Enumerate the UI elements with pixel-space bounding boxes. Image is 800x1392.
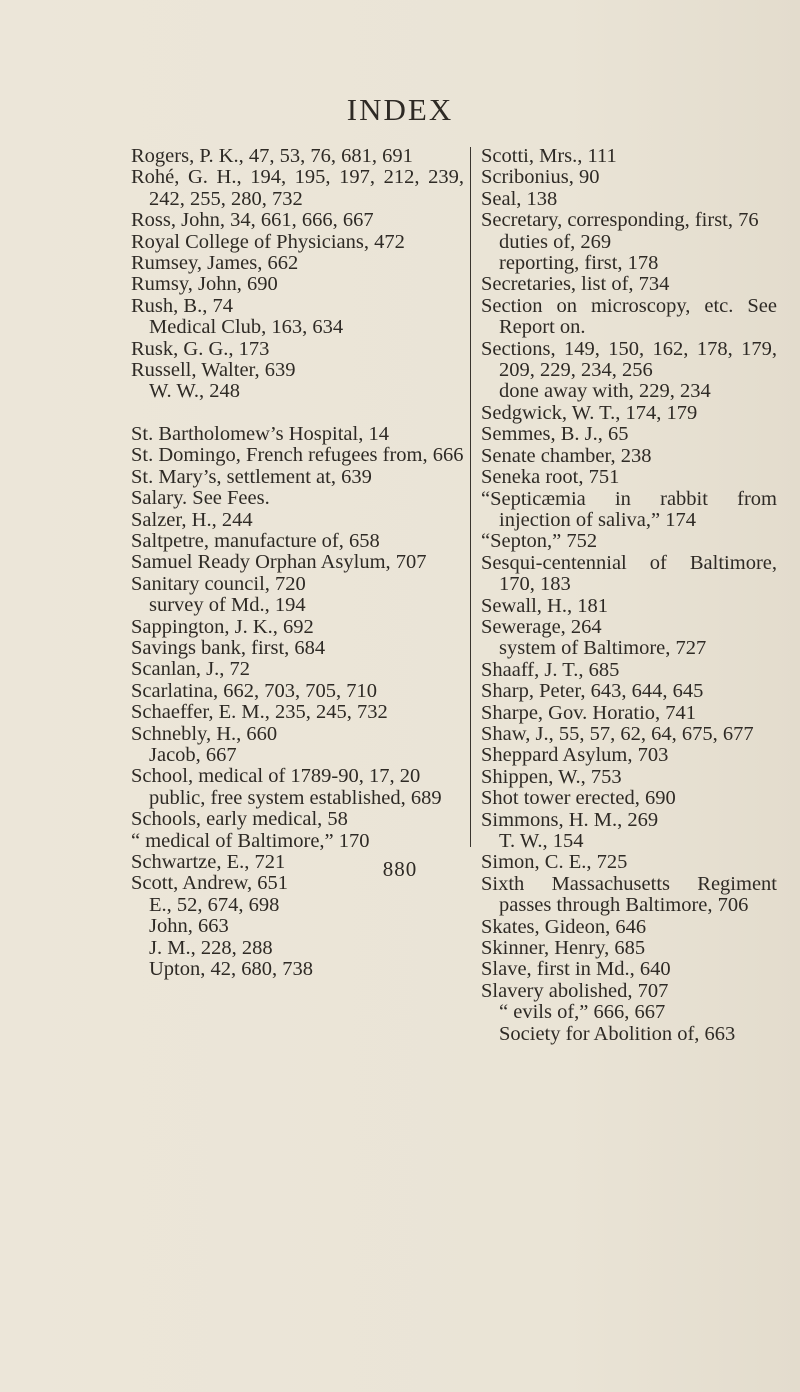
index-entry: Sanitary council, 720 <box>131 572 306 595</box>
index-entry: Section on microscopy, etc. See Report on. <box>481 294 777 339</box>
index-entry: Slave, first in Md., 640 <box>481 958 671 981</box>
index-entry: Shaaff, J. T., 685 <box>481 658 620 681</box>
index-entry: Scanlan, J., 72 <box>131 658 250 681</box>
index-entry: Schaeffer, E. M., 235, 245, 732 <box>131 701 388 724</box>
index-entry: Simmons, H. M., 269 <box>481 808 659 831</box>
index-subentry: Upton, 42, 680, 738 <box>149 958 313 981</box>
index-entry: Shot tower erected, 690 <box>481 787 676 810</box>
index-subentry: survey of Md., 194 <box>149 594 306 617</box>
index-entry: Simon, C. E., 725 <box>481 851 628 874</box>
index-entry: Sixth Massachusetts Regiment passes through Baltimore, 706 <box>481 872 777 917</box>
index-entry: Scribonius, 90 <box>481 166 600 189</box>
index-column-right <box>481 146 777 1045</box>
index-entry: Shaw, J., 55, 57, 62, 64, 675, 677 <box>481 722 754 745</box>
index-entry: Schools, early medical, 58 <box>131 808 348 831</box>
index-entry: Rusk, G. G., 173 <box>131 337 270 360</box>
index-entry: Rohé, G. H., 194, 195, 197, 212, 239, 242, 255, 280, 732 <box>131 166 464 210</box>
index-entry: Scarlatina, 662, 703, 705, 710 <box>131 679 377 702</box>
page-number: 880 <box>382 857 418 881</box>
index-entry: Semmes, B. J., 65 <box>481 423 629 446</box>
index-subentry: Medical Club, 163, 634 <box>149 316 344 339</box>
index-entry: “Septicæmia in rabbit from injection of saliva,” 174 <box>481 487 777 531</box>
index-entry: Rumsy, John, 690 <box>131 273 278 296</box>
index-entry: School, medical of 1789-90, 17, 20 <box>131 765 421 788</box>
index-entry: Schwartze, E., 721 <box>131 851 286 873</box>
index-entry: Schnebly, H., 660 <box>131 722 278 745</box>
index-subentry: E., 52, 674, 698 <box>149 893 280 916</box>
index-entry: Rush, B., 74 <box>131 294 233 317</box>
index-entry: Rumsey, James, 662 <box>131 252 299 275</box>
index-entry: Skinner, Henry, 685 <box>481 937 646 960</box>
index-entry: Royal College of Physicians, 472 <box>131 230 405 253</box>
index-subentry: public, free system established, 689 <box>149 786 442 809</box>
index-entry: Secretary, corresponding, first, 76 <box>481 209 759 232</box>
index-entry: Sesqui-centennial of Baltimore, 170, 183 <box>481 551 777 596</box>
index-entry: “Septon,” 752 <box>481 530 598 553</box>
index-subentry: reporting, first, 178 <box>499 252 659 275</box>
index-subentry: John, 663 <box>149 915 229 938</box>
index-entry: “ medical of Baltimore,” 170 <box>131 829 370 852</box>
index-entry: Sharpe, Gov. Horatio, 741 <box>481 701 697 724</box>
index-subentry: Jacob, 667 <box>149 743 237 766</box>
index-entry: Shippen, W., 753 <box>481 765 622 788</box>
index-entry: Ross, John, 34, 661, 666, 667 <box>131 209 374 232</box>
index-subentry: system of Baltimore, 727 <box>499 637 707 660</box>
index-entry: Secretaries, list of, 734 <box>481 273 670 296</box>
section-gap <box>131 403 464 424</box>
index-entry: Senate chamber, 238 <box>481 444 652 467</box>
index-entry: Seneka root, 751 <box>481 466 620 489</box>
index-entry: Salary. See Fees. <box>131 487 270 510</box>
index-entry: Russell, Walter, 639 <box>131 359 296 382</box>
index-entry: St. Mary’s, settlement at, 639 <box>131 465 372 488</box>
index-entry: Saltpetre, manufacture of, 658 <box>131 529 380 552</box>
index-entry: St. Domingo, French refugees from, 666 <box>131 444 464 467</box>
page-title: INDEX <box>346 92 454 127</box>
index-entry: Rogers, P. K., 47, 53, 76, 681, 691 <box>131 145 413 167</box>
index-column-left <box>131 146 464 980</box>
index-entry: Sharp, Peter, 643, 644, 645 <box>481 680 704 703</box>
index-entry: Scott, Andrew, 651 <box>131 872 288 895</box>
index-entry: Sedgwick, W. T., 174, 179 <box>481 401 698 424</box>
index-subentry: “ evils of,” 666, 667 <box>499 1001 666 1024</box>
index-entry: Scotti, Mrs., 111 <box>481 145 617 167</box>
index-entry: St. Bartholomew’s Hospital, 14 <box>131 422 389 445</box>
index-entry: Slavery abolished, 707 <box>481 979 669 1002</box>
index-entry: Salzer, H., 244 <box>131 508 253 531</box>
index-entry: Sheppard Asylum, 703 <box>481 744 669 767</box>
index-entry: Sewerage, 264 <box>481 615 602 638</box>
index-entry: Seal, 138 <box>481 187 558 210</box>
index-subentry: Society for Abolition of, 663 <box>499 1022 736 1045</box>
index-subentry: J. M., 228, 288 <box>149 936 273 959</box>
index-entry: Samuel Ready Orphan Asylum, 707 <box>131 551 427 574</box>
index-entry: Sewall, H., 181 <box>481 594 608 617</box>
index-entry: Savings bank, first, 684 <box>131 636 326 659</box>
index-entry: Skates, Gideon, 646 <box>481 915 647 938</box>
column-divider <box>470 147 471 847</box>
index-subentry: W. W., 248 <box>149 380 240 403</box>
index-subentry: done away with, 229, 234 <box>499 380 711 403</box>
index-subentry: T. W., 154 <box>499 830 584 852</box>
index-entry: Sections, 149, 150, 162, 178, 179, 209, 229, 234, 256 <box>481 337 777 382</box>
index-entry: Sappington, J. K., 692 <box>131 615 314 638</box>
index-subentry: duties of, 269 <box>499 230 612 253</box>
